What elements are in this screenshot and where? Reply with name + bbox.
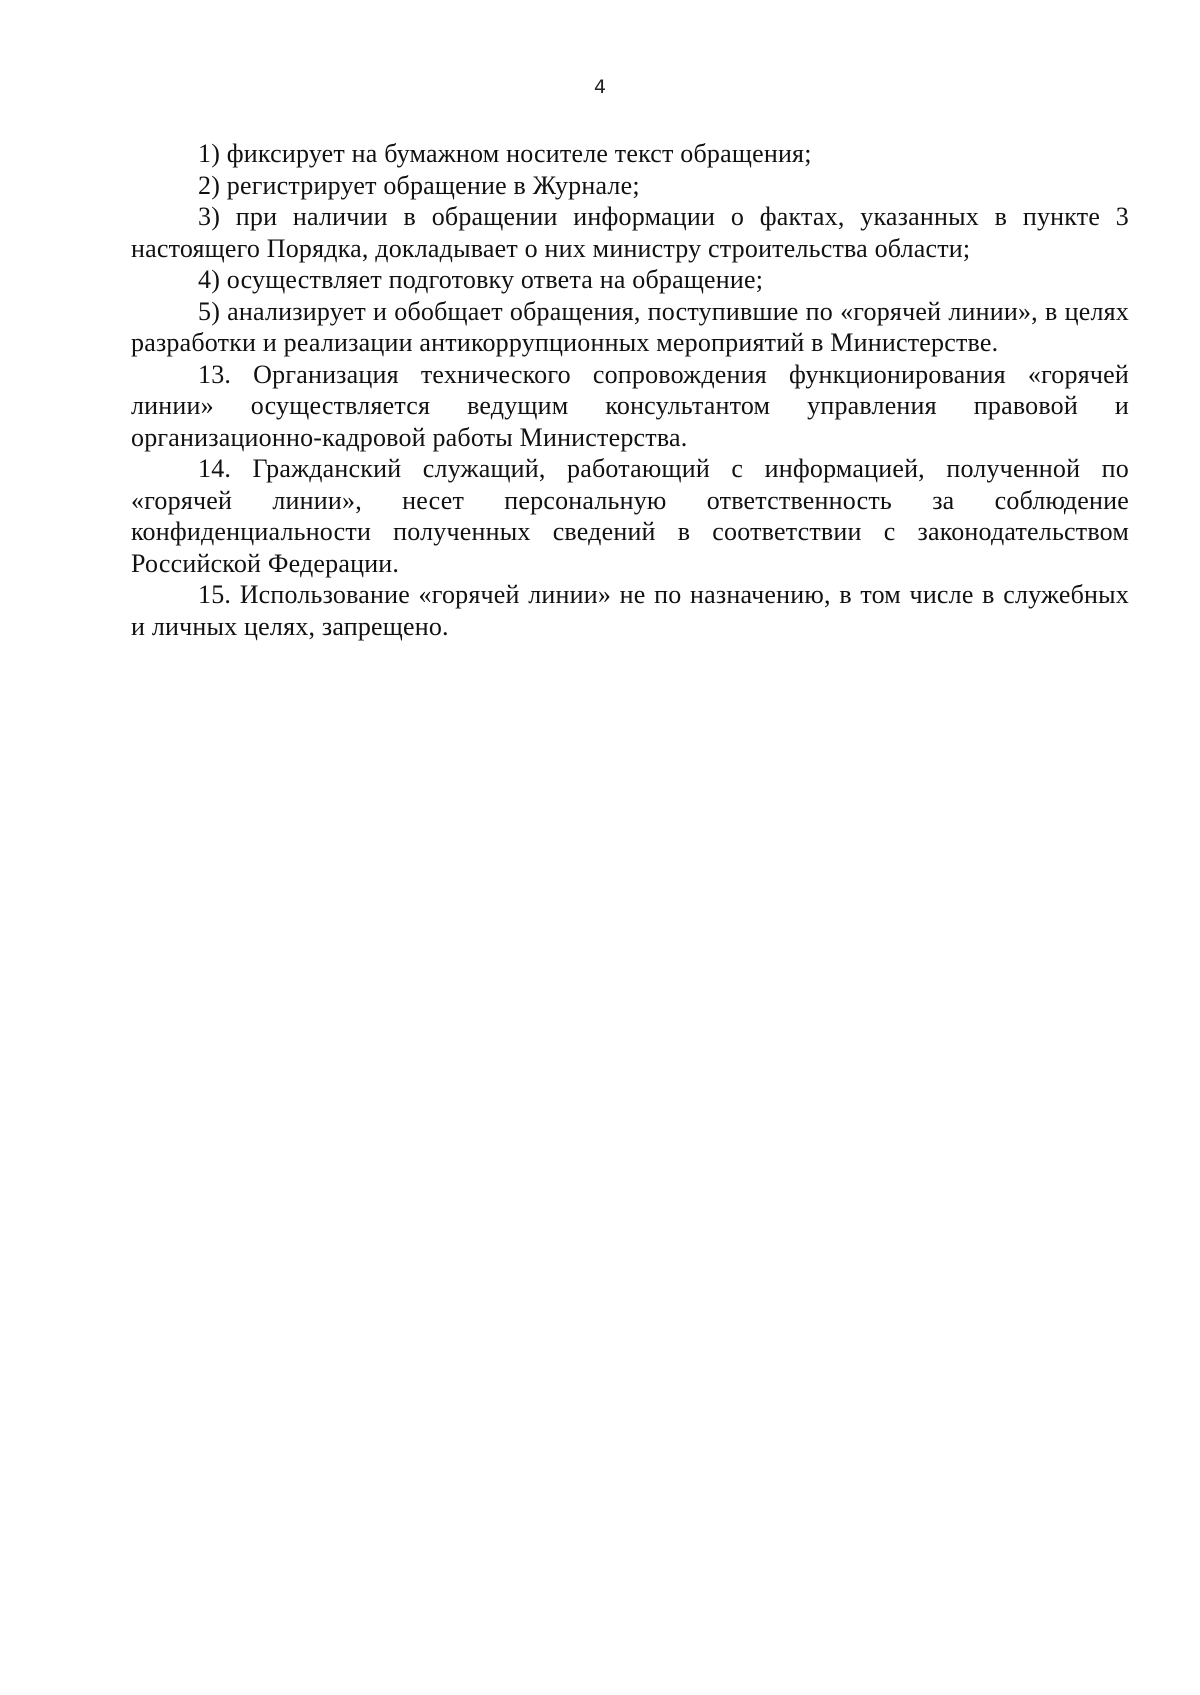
clause-15: 15. Использование «горячей линии» не по назначению, в том числе в служебных и личных целях, запрещено. [131,580,1129,641]
clause-14: 14. Гражданский служащий, работающий с информацией, полученной по «горячей линии», несет персональную ответственность за соблюдение конфиденциальности полученных сведений в соответствии с законодательством Российской Федерации. [131,454,1129,578]
clause-13: 13. Организация технического сопровождения функционирования «горячей линии» осуществляется ведущим консультантом управления правовой и организационно-кадровой работы Министерства. [131,359,1129,452]
list-item-5: 5) анализирует и обобщает обращения, поступившие по «горячей линии», в целях разработки и реализации антикоррупционных мероприятий в Министерстве. [131,296,1129,357]
list-item-1: 1) фиксирует на бумажном носителе текст обращения; [198,139,812,168]
list-item-4: 4) осуществляет подготовку ответа на обращение; [198,265,764,294]
page-number: 4 [593,76,607,98]
document-body [131,138,1129,642]
list-item-3: 3) при наличии в обращении информации о фактах, указанных в пункте 3 настоящего Порядка, докладывает о них министру строительства области; [131,202,1129,263]
list-item-2: 2) регистрирует обращение в Журнале; [198,170,640,200]
